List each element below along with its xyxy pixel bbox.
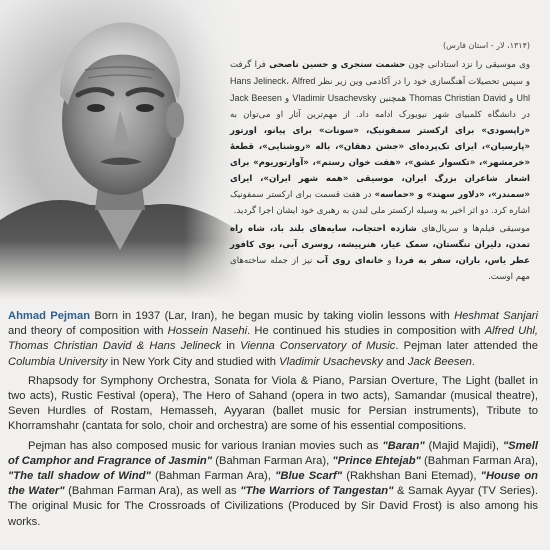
teacher-name: Heshmat Sanjari (454, 310, 539, 322)
persian-dates: (۱۳۱۴، لار - استان فارس) (442, 41, 530, 50)
text-span: in (221, 340, 241, 353)
text-span: و (506, 94, 517, 104)
text-span: and theory of composition with (8, 325, 168, 338)
text-span: (Bahman Farman Ara), as well as (64, 485, 241, 498)
text-span: (Bahman Farman Ara), (420, 454, 539, 467)
english-paragraph-2: Rhapsody for Symphony Orchestra, Sonata for Viola & Piano, Parsian Overture, The Light (ballet in two acts), Rustic Festival (opera), The Hero of Sahand (opera in two acts), Samandar (musical theatre), Seven Hurdles of Rostam, Hemasseh, Ayyaran (ballet music for Persian instruments), Tribute to Khorramshahr (cantata for solo, choir and orchestra) are some of his essential compositions. (8, 374, 538, 433)
teacher-name: Vladimir Usachevsky (279, 355, 383, 368)
persian-teachers: حشمت سنجری و حسین ناصحی (269, 60, 406, 70)
english-paragraph-3 (8, 439, 538, 530)
text-span: & Samak Ayyar (TV Series). The original Music for The Crossroads of Civilizations (Produced by Sir David Frost) is also among his works. (8, 485, 538, 528)
english-biography (8, 309, 538, 534)
text-span: نیز از جمله ساخته‌های مهم اوست. (230, 256, 530, 282)
text-span: (Bahman Farman Ara), (150, 470, 276, 483)
english-paragraph-1 (8, 309, 538, 370)
film-title: "Smell of Camphor and Fragrance of Jasmin" (8, 439, 538, 467)
film-title: "Prince Ehtejab" (332, 454, 421, 467)
text-span: وی موسیقی را نزد استادانی چون (405, 60, 530, 70)
film-title: "Blue Scarf" (275, 470, 343, 483)
text-span: . Pejman later attended the (395, 340, 538, 353)
text-span: Pejman has also composed music for various Iranian movies such as (28, 439, 383, 452)
persian-paragraph-1 (230, 57, 530, 219)
persian-house-on-water: خانه‌ای روی آب (316, 256, 384, 266)
text-span: (Rakhshan Bani Etemad), (342, 470, 481, 483)
composer-name: Ahmad Pejman (8, 310, 91, 322)
text-span: فرا گرفت و سپس تحصیلات آهنگسازی خود را در آکادمی وین زیر نظر (230, 60, 530, 87)
text-span: ، (286, 77, 292, 87)
text-span: and (382, 355, 408, 368)
persian-biography (230, 38, 530, 287)
latin-name: Vladimir Usachevsky (292, 93, 377, 103)
text-span: in New York City and studied with (107, 355, 280, 368)
portrait-illustration (0, 0, 245, 300)
latin-name: Alfred Uhl (291, 76, 530, 103)
persian-works: «راپسودی» برای ارکستر سمفونیک، «سونات» برای پیانو، اورتور «پارسیان»، ایرای تک‌پرده‌ای «جشن دهقان»، باله «روشنایی»، قطعهٔ «خرمشهر»، «تکسوار عشق»، «هفت خوان رستم»، «آوارتوریوم» برای اشعار شاعران بزرگ ایران، موسیقی «همه شهر ایران»، ایرای «سمندر»، «دلاور سهند» و «حماسه» (230, 126, 530, 200)
film-title: "The Warriors of Tangestan" (240, 485, 394, 498)
text-span: (Bahman Farman Ara), (212, 454, 333, 467)
teacher-name: Jack Beesen (407, 355, 472, 368)
text-span: در دانشگاه کلمبیای شهر نیویورک ادامه داد. از مهم‌ترین آثار او می‌توان به (230, 110, 530, 120)
film-title: "House on the Water" (8, 470, 538, 498)
film-title: "The tall shadow of Wind" (8, 470, 151, 483)
latin-name: Hans Jelineck (230, 76, 287, 86)
text-span: (Majid Majidi), (424, 439, 503, 452)
institution-name: Vienna Conservatory of Music (240, 340, 396, 353)
latin-name: Jack Beesen (230, 93, 282, 103)
text-span: و (383, 256, 396, 266)
text-span: همچنین (376, 94, 410, 104)
text-span: و (281, 94, 293, 104)
text-span: در هفت قسمت برای ارکستر سمفونیک اشاره کرد. دو اثر اخیر به وسیله ارکستر ملی لندن به رهبری خود ایشان اجرا گردید. (230, 190, 530, 216)
latin-name: Thomas Christian David (409, 93, 507, 103)
institution-name: Columbia University (8, 355, 108, 368)
teacher-name: Hossein Nasehi (167, 325, 248, 338)
text-span: . He continued his studies in composition with (247, 325, 485, 338)
portrait-photo (0, 0, 245, 300)
persian-film-works: شازده احتجاب، سایه‌های بلند باد، شاه راه تمدن، دلیران تنگستان، سمک عیار، هنرپیشه، روسری آبی، بوی کافور عطر یاس، باران، سفر به فردا (230, 224, 530, 266)
persian-paragraph-2 (230, 221, 530, 285)
text-span: موسیقی فیلم‌ها و سریال‌های (416, 224, 530, 234)
film-title: "Baran" (382, 439, 425, 452)
text-span: Born in 1937 (Lar, Iran), he began music by taking violin lessons with (90, 310, 455, 322)
teacher-names: Alfred Uhl, Thomas Christian David & Hans Jelineck (8, 325, 539, 353)
text-span: . (471, 355, 476, 368)
